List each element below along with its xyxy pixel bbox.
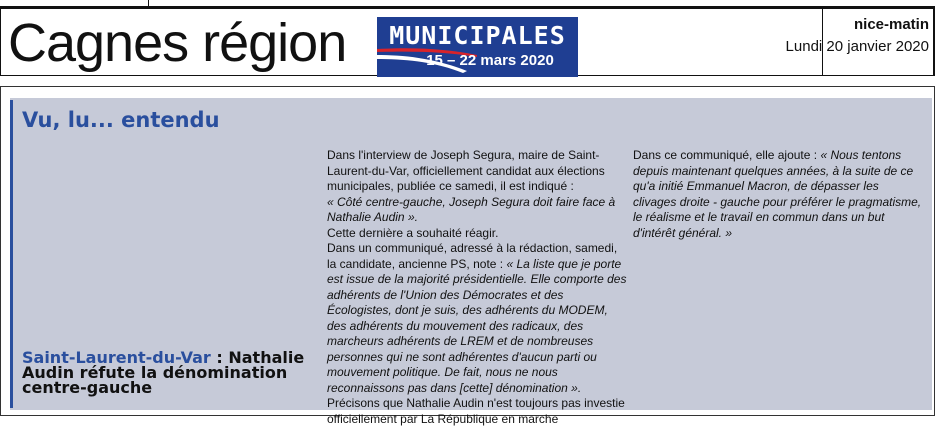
headline-place: Saint-Laurent-du-Var xyxy=(22,348,211,367)
headline-separator: : xyxy=(210,348,229,367)
paragraph: Précisons que Nathalie Audin n'est toujours pas investie officiellement par La République en marche xyxy=(327,396,625,426)
publication-date: Lundi 20 janvier 2020 xyxy=(785,38,929,55)
paragraph xyxy=(633,148,925,241)
article-column-2 xyxy=(633,148,925,241)
rubric-heading: Vu, lu... entendu xyxy=(22,108,220,132)
paragraph xyxy=(327,241,627,396)
newspaper-name: nice-matin xyxy=(853,16,929,33)
article-headline xyxy=(22,350,312,395)
municipales-banner xyxy=(377,17,578,77)
banner-dates: 15 – 22 mars 2020 xyxy=(426,52,554,69)
headline-text: Nathalie Audin réfute la dénomination centre-gauche xyxy=(22,348,305,397)
paragraph: Dans l'interview de Joseph Segura, maire de Saint-Laurent-du-Var, officiellement candidat aux élections municipales, publiée ce samedi, il est indiqué : xyxy=(327,148,605,193)
quote: « Nous tentons depuis maintenant quelques années, à la suite de ce qu'a initié Emmanuel Macron, de dépasser les clivages droite - gauche pour préférer le pragmatisme, le réalisme et le travail en commun dans un but d'intérêt général. » xyxy=(633,148,922,240)
quote-paragraph xyxy=(327,195,627,226)
banner-title: MUNICIPALES xyxy=(389,21,566,50)
paragraph-intro: Dans ce communiqué, elle ajoute : xyxy=(633,148,818,162)
paragraph: Cette dernière a souhaité réagir. xyxy=(327,225,499,240)
article-accent-bar xyxy=(10,100,13,408)
quote: « Côté centre-gauche, Joseph Segura doit faire face à Nathalie Audin ». xyxy=(327,194,616,224)
quote: « La liste que je porte est issue de la majorité présidentielle. Elle comporte des adhérents de l'Union des Démocrates et des Écologistes, dont je suis, des adhérents du MODEM, des adhérents du mouvement des radicaux, des marcheurs adhérents de LREM et de nombreuses personnes qui ne sont adhérentes d'aucun parti ou mouvement politique. De fait, nous ne nous reconnaissons pas dans [cette] dénomination ». xyxy=(327,256,627,395)
page-title: Cagnes région xyxy=(8,13,347,73)
article-column-1 xyxy=(327,148,627,427)
paragraph-intro: Dans un communiqué, adressé à la rédaction, samedi, la candidate, ancienne PS, note : xyxy=(327,241,618,271)
